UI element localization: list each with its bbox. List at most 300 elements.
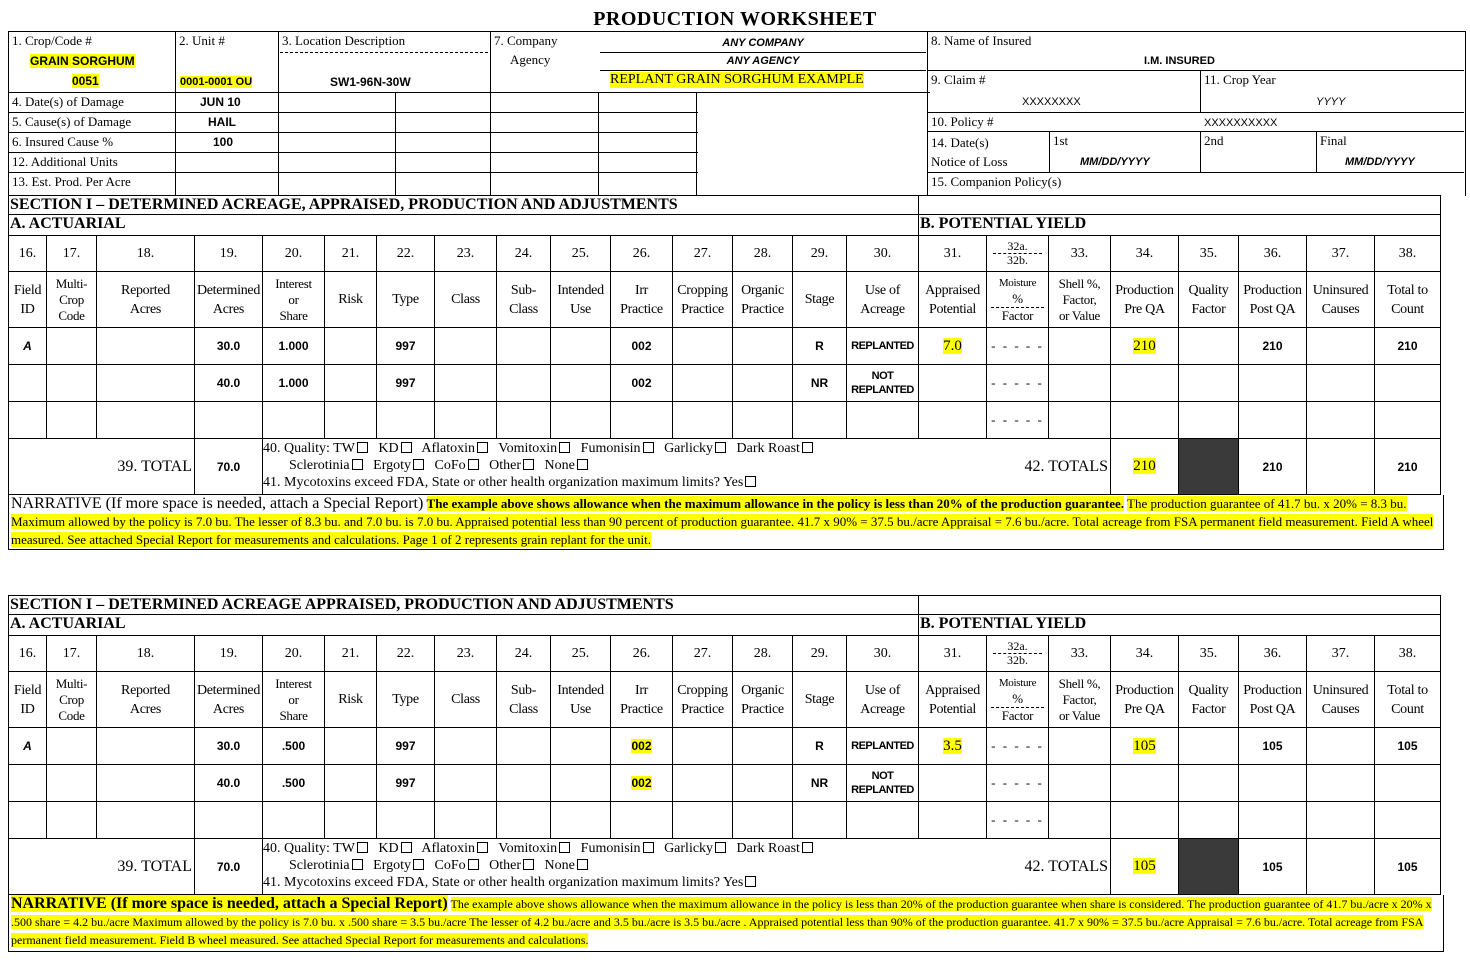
col-32b: 32b. bbox=[993, 253, 1042, 267]
col-heading-line: Determined bbox=[196, 282, 261, 298]
checkbox[interactable] bbox=[413, 859, 424, 870]
quality-option: CoFo bbox=[434, 858, 466, 873]
table-cell bbox=[987, 765, 1049, 802]
checkbox[interactable] bbox=[577, 859, 588, 870]
totals-count: 105 bbox=[1397, 859, 1418, 874]
table-cell bbox=[793, 728, 847, 765]
col-heading-line: Interest bbox=[275, 275, 312, 291]
type-code: 997 bbox=[395, 739, 416, 753]
col-number: 33. bbox=[1049, 236, 1111, 272]
checkbox[interactable] bbox=[468, 859, 479, 870]
checkbox[interactable] bbox=[643, 442, 654, 453]
table-cell bbox=[987, 402, 1049, 439]
total-label-cell bbox=[9, 439, 195, 495]
col-heading-line: Intended bbox=[557, 282, 604, 298]
col-number: 23. bbox=[435, 236, 497, 272]
col-heading bbox=[377, 272, 435, 328]
quality-option: Aflatoxin bbox=[421, 441, 476, 456]
col-number: 16. bbox=[9, 236, 47, 272]
totals-uninsured-cell bbox=[1307, 839, 1375, 895]
col-number: 26. bbox=[611, 236, 673, 272]
col-heading-line: % bbox=[1012, 691, 1023, 706]
checkbox[interactable] bbox=[802, 842, 813, 853]
col-heading-line: Reported bbox=[121, 282, 170, 298]
example-title: REPLANT GRAIN SORGHUM EXAMPLE bbox=[610, 72, 864, 87]
col-heading bbox=[673, 672, 733, 728]
table-cell bbox=[263, 402, 325, 439]
quality-option: Garlicky bbox=[664, 441, 714, 456]
table-cell bbox=[1375, 365, 1441, 402]
col-heading-line: Factor, bbox=[1062, 691, 1097, 707]
col-heading-line: Appraised bbox=[925, 282, 980, 298]
col-number: 29. bbox=[793, 636, 847, 672]
quality-label: 40. Quality: bbox=[263, 841, 330, 856]
type-code: 997 bbox=[395, 339, 416, 353]
col-number: 30. bbox=[847, 636, 919, 672]
table-cell bbox=[263, 765, 325, 802]
first-value: MM/DD/YYYY bbox=[1080, 156, 1150, 168]
table-cell bbox=[793, 365, 847, 402]
quality-option: Ergoty bbox=[373, 458, 412, 473]
col-number: 22. bbox=[377, 636, 435, 672]
col-number: 29. bbox=[793, 236, 847, 272]
moisture-dashes: - - - - - bbox=[991, 375, 1044, 390]
col-number: 35. bbox=[1179, 236, 1239, 272]
type-code: 997 bbox=[395, 376, 416, 390]
col-heading-line: Causes bbox=[1321, 301, 1360, 317]
table-cell bbox=[847, 365, 919, 402]
checkbox[interactable] bbox=[401, 842, 412, 853]
determined-acres: 30.0 bbox=[216, 739, 241, 753]
checkbox[interactable] bbox=[715, 442, 726, 453]
table-cell bbox=[1049, 365, 1111, 402]
col-number: 18. bbox=[97, 236, 195, 272]
table-cell bbox=[377, 728, 435, 765]
col-heading-line: Quality bbox=[1188, 682, 1229, 698]
table-cell bbox=[497, 328, 551, 365]
col-heading-line: Irr bbox=[634, 282, 649, 298]
col-heading bbox=[611, 672, 673, 728]
crop-label: 1. Crop/Code # bbox=[12, 33, 92, 48]
table-cell bbox=[733, 402, 793, 439]
col-heading bbox=[435, 672, 497, 728]
total-label: 39. TOTAL bbox=[117, 457, 192, 475]
crop-year-label: 11. Crop Year bbox=[1204, 72, 1276, 87]
table-cell bbox=[551, 365, 611, 402]
col-heading-line: Irr bbox=[634, 682, 649, 698]
col-heading-line: Reported bbox=[121, 682, 170, 698]
table-cell bbox=[9, 328, 47, 365]
insured-cause-label: 6. Insured Cause % bbox=[12, 134, 114, 149]
section-title: SECTION I – DETERMINED ACREAGE, APPRAISED, PRODUCTION AND ADJUSTMENTS bbox=[10, 196, 678, 213]
col-heading bbox=[611, 272, 673, 328]
table-cell bbox=[1239, 728, 1307, 765]
checkbox[interactable] bbox=[352, 459, 363, 470]
col-heading-line: Production bbox=[1243, 682, 1302, 698]
table-cell bbox=[325, 765, 377, 802]
col-heading-line: Class bbox=[509, 701, 538, 717]
total-label-cell bbox=[9, 839, 195, 895]
totals-post-cell bbox=[1239, 839, 1307, 895]
col-heading-line: Shell %, bbox=[1058, 275, 1101, 291]
col-32a: 32a. bbox=[1007, 639, 1028, 653]
location-label: 3. Location Description bbox=[282, 33, 406, 48]
interest-share: 1.000 bbox=[278, 376, 309, 390]
col-heading bbox=[551, 272, 611, 328]
col-heading-line: Type bbox=[392, 692, 419, 707]
irr-practice: 002 bbox=[631, 339, 652, 353]
checkbox[interactable] bbox=[413, 459, 424, 470]
table-cell bbox=[1307, 402, 1375, 439]
table-cell bbox=[1307, 765, 1375, 802]
type-code: 997 bbox=[395, 776, 416, 790]
stage: NR bbox=[810, 376, 829, 390]
col-heading bbox=[673, 272, 733, 328]
table-cell bbox=[847, 728, 919, 765]
quality-option: Vomitoxin bbox=[498, 841, 558, 856]
table-cell bbox=[97, 402, 195, 439]
col-heading bbox=[793, 672, 847, 728]
determined-acres: 30.0 bbox=[216, 339, 241, 353]
col-heading-line: Class bbox=[509, 301, 538, 317]
table-cell bbox=[611, 728, 673, 765]
table-cell bbox=[847, 328, 919, 365]
col-heading-line: Factor, bbox=[1062, 291, 1097, 307]
quality-option: Dark Roast bbox=[736, 841, 800, 856]
interest-share: .500 bbox=[281, 776, 306, 790]
total-to-count: 105 bbox=[1397, 739, 1418, 753]
col-heading bbox=[551, 672, 611, 728]
col-heading bbox=[1239, 672, 1307, 728]
table-cell bbox=[919, 365, 987, 402]
policy-value: XXXXXXXXXX bbox=[1204, 117, 1278, 129]
claim-value: XXXXXXXX bbox=[1022, 96, 1081, 108]
checkbox[interactable] bbox=[802, 442, 813, 453]
checkbox[interactable] bbox=[523, 459, 534, 470]
col-heading-line: Factor bbox=[991, 707, 1044, 724]
col-number: 31. bbox=[919, 236, 987, 272]
table-cell bbox=[195, 402, 263, 439]
moisture-dashes: - - - - - bbox=[991, 738, 1044, 753]
col-heading bbox=[497, 672, 551, 728]
col-heading-line: Cropping bbox=[677, 682, 728, 698]
table-cell bbox=[435, 728, 497, 765]
table-cell bbox=[919, 728, 987, 765]
col-heading bbox=[195, 272, 263, 328]
table-row bbox=[9, 728, 1441, 765]
col-heading-line: Field bbox=[13, 282, 42, 298]
col-heading-line: Crop bbox=[59, 691, 84, 707]
totals-pre-cell bbox=[1111, 439, 1179, 495]
col-number: 35. bbox=[1179, 636, 1239, 672]
production-pre-qa: 105 bbox=[1133, 737, 1156, 754]
col-number: 38. bbox=[1375, 236, 1441, 272]
table-cell bbox=[1239, 328, 1307, 365]
col-heading-line: % bbox=[1012, 291, 1023, 306]
totals-post-cell bbox=[1239, 439, 1307, 495]
table-cell bbox=[673, 402, 733, 439]
col-heading bbox=[497, 272, 551, 328]
col-number: 27. bbox=[673, 636, 733, 672]
quality-option: Fumonisin bbox=[580, 841, 641, 856]
col-number: 25. bbox=[551, 236, 611, 272]
table-cell bbox=[263, 365, 325, 402]
col-heading bbox=[263, 672, 325, 728]
col-heading bbox=[919, 672, 987, 728]
table-cell bbox=[1179, 728, 1239, 765]
col-number bbox=[987, 236, 1049, 272]
totals-label-cell bbox=[919, 839, 1111, 895]
col-heading-line: Practice bbox=[681, 301, 724, 317]
table-cell bbox=[793, 402, 847, 439]
table-cell bbox=[919, 802, 987, 839]
interest-share: 1.000 bbox=[278, 339, 309, 353]
table-cell bbox=[1179, 328, 1239, 365]
checkbox[interactable] bbox=[468, 459, 479, 470]
table-cell bbox=[551, 802, 611, 839]
table-cell bbox=[497, 365, 551, 402]
quality-option: Dark Roast bbox=[736, 441, 800, 456]
potential-yield-label: B. POTENTIAL YIELD bbox=[920, 215, 1087, 232]
table-cell bbox=[611, 328, 673, 365]
col-number: 38. bbox=[1375, 636, 1441, 672]
checkbox[interactable] bbox=[477, 442, 488, 453]
col-heading-line: Production bbox=[1243, 282, 1302, 298]
checkbox[interactable] bbox=[352, 859, 363, 870]
insured-value: I.M. INSURED bbox=[1144, 55, 1215, 67]
table-cell bbox=[1111, 765, 1179, 802]
table-cell bbox=[1239, 365, 1307, 402]
checkbox[interactable] bbox=[401, 442, 412, 453]
quality-option: None bbox=[544, 458, 575, 473]
table-cell bbox=[1179, 802, 1239, 839]
col-heading-line: Use of bbox=[864, 282, 901, 298]
col-heading-line: Appraised bbox=[925, 682, 980, 698]
col-heading-line: Field bbox=[13, 682, 42, 698]
col-heading-line: Organic bbox=[741, 682, 784, 698]
col-number: 26. bbox=[611, 636, 673, 672]
quality-option: CoFo bbox=[434, 458, 466, 473]
col-number: 28. bbox=[733, 636, 793, 672]
table-cell bbox=[435, 365, 497, 402]
table-cell bbox=[733, 728, 793, 765]
company-label: 7. Company bbox=[494, 33, 558, 48]
table-cell bbox=[673, 802, 733, 839]
totals-pre-cell bbox=[1111, 839, 1179, 895]
col-heading-line: or Value bbox=[1058, 307, 1101, 323]
quality-option: KD bbox=[378, 441, 399, 456]
table-cell bbox=[97, 802, 195, 839]
use-of-acreage: NOT bbox=[871, 370, 894, 382]
mycotoxin-question: 41. Mycotoxins exceed FDA, State or other health organization maximum limits? Yes bbox=[263, 475, 744, 490]
irr-practice: 002 bbox=[631, 376, 652, 390]
location-value: SW1-96N-30W bbox=[330, 75, 411, 89]
narrative-text: The production guarantee of 41.7 bu. x 20% = 8.3 bu. Maximum allowed by the policy is 7.0 bu. The lesser of 8.3 bu. and 7.0 bu. is 7.0 bu. Appraised potential less than 90 percent of production guarantee. 41.7 x 90% = 37.5 bu./acre Appraisal = 7.6 bu./acre. Total acreage from FSA permanent field measurement. Field A wheel measured. See attached Special Report for measurements and calculations. Page 1 of 2 represents grain replant for the unit. bbox=[11, 496, 1434, 547]
col-number: 27. bbox=[673, 236, 733, 272]
first-label: 1st bbox=[1053, 133, 1069, 148]
table-cell bbox=[1111, 728, 1179, 765]
checkbox[interactable] bbox=[559, 442, 570, 453]
col-heading-line: Total to bbox=[1387, 682, 1428, 698]
totals-count: 210 bbox=[1397, 459, 1418, 474]
table-cell bbox=[195, 728, 263, 765]
col-32a: 32a. bbox=[1007, 239, 1028, 253]
quality-option: Aflatoxin bbox=[421, 841, 476, 856]
col-heading-line: Causes bbox=[1321, 701, 1360, 717]
mycotoxin-question: 41. Mycotoxins exceed FDA, State or other health organization maximum limits? Yes bbox=[263, 875, 744, 890]
stage: R bbox=[815, 339, 824, 353]
col-heading bbox=[325, 272, 377, 328]
col-heading bbox=[987, 672, 1049, 728]
totals-post-qa: 210 bbox=[1262, 459, 1283, 474]
col-number: 20. bbox=[263, 236, 325, 272]
checkbox[interactable] bbox=[745, 876, 756, 887]
col-heading bbox=[47, 272, 97, 328]
table-cell bbox=[1049, 802, 1111, 839]
checkbox[interactable] bbox=[477, 842, 488, 853]
col-heading bbox=[377, 672, 435, 728]
table-cell bbox=[497, 765, 551, 802]
table-row bbox=[9, 765, 1441, 802]
section-table bbox=[8, 235, 1441, 495]
table-cell bbox=[9, 802, 47, 839]
quality-option: Vomitoxin bbox=[498, 441, 558, 456]
table-cell bbox=[195, 765, 263, 802]
col-heading-line: Quality bbox=[1188, 282, 1229, 298]
use-of-acreage: REPLANTED bbox=[851, 740, 914, 752]
table-cell bbox=[1111, 802, 1179, 839]
table-cell bbox=[1179, 765, 1239, 802]
col-heading-line: Multi- bbox=[55, 275, 88, 291]
table-cell bbox=[847, 802, 919, 839]
col-heading bbox=[263, 272, 325, 328]
unit-value: 0001-0001 OU bbox=[180, 76, 253, 88]
table-cell bbox=[733, 802, 793, 839]
checkbox[interactable] bbox=[643, 842, 654, 853]
col-number: 36. bbox=[1239, 636, 1307, 672]
col-number: 17. bbox=[47, 236, 97, 272]
col-heading bbox=[847, 672, 919, 728]
col-heading-line: Total to bbox=[1387, 282, 1428, 298]
table-cell bbox=[377, 765, 435, 802]
col-heading-line: or bbox=[288, 291, 299, 307]
table-cell bbox=[47, 728, 97, 765]
col-number: 28. bbox=[733, 236, 793, 272]
col-heading-line: Acreage bbox=[860, 701, 905, 717]
interest-share: .500 bbox=[281, 739, 306, 753]
irr-practice: 002 bbox=[631, 776, 652, 790]
total-acres-cell bbox=[195, 439, 263, 495]
checkbox[interactable] bbox=[523, 859, 534, 870]
col-heading-line: Acres bbox=[212, 301, 245, 317]
policy-label: 10. Policy # bbox=[931, 114, 994, 129]
col-heading-line: ID bbox=[20, 301, 35, 317]
checkbox[interactable] bbox=[559, 842, 570, 853]
col-number: 37. bbox=[1307, 636, 1375, 672]
table-cell bbox=[1049, 765, 1111, 802]
col-heading bbox=[1049, 272, 1111, 328]
col-heading bbox=[97, 672, 195, 728]
checkbox[interactable] bbox=[577, 459, 588, 470]
col-heading bbox=[1111, 272, 1179, 328]
col-heading-line: Pre QA bbox=[1124, 301, 1165, 317]
table-cell bbox=[1179, 402, 1239, 439]
col-number: 25. bbox=[551, 636, 611, 672]
narrative-bold: The example above shows allowance when the maximum allowance in the policy is less than 20% of the production guarantee. bbox=[426, 496, 1124, 511]
est-prod-label: 13. Est. Prod. Per Acre bbox=[12, 174, 131, 189]
totals-count-cell bbox=[1375, 839, 1441, 895]
quality-option: Sclerotinia bbox=[289, 458, 350, 473]
table-cell bbox=[325, 365, 377, 402]
col-number: 16. bbox=[9, 636, 47, 672]
quality-option: TW bbox=[333, 841, 355, 856]
table-cell bbox=[673, 328, 733, 365]
col-heading-line: Moisture bbox=[998, 677, 1037, 689]
table-cell bbox=[1049, 728, 1111, 765]
table-cell bbox=[435, 402, 497, 439]
quality-option: Other bbox=[489, 458, 522, 473]
table-cell bbox=[673, 365, 733, 402]
final-value: MM/DD/YYYY bbox=[1345, 156, 1415, 168]
additional-units-label: 12. Additional Units bbox=[12, 154, 118, 169]
use-of-acreage: NOT bbox=[871, 770, 894, 782]
section-title: SECTION I – DETERMINED ACREAGE APPRAISED, PRODUCTION AND ADJUSTMENTS bbox=[10, 596, 674, 613]
table-cell bbox=[1239, 402, 1307, 439]
quality-option: Sclerotinia bbox=[289, 858, 350, 873]
col-heading-line: Sub- bbox=[510, 282, 537, 298]
table-cell bbox=[435, 328, 497, 365]
col-number: 22. bbox=[377, 236, 435, 272]
checkbox[interactable] bbox=[715, 842, 726, 853]
field-id: A bbox=[23, 339, 32, 353]
col-heading-line: Moisture bbox=[998, 277, 1037, 289]
col-number: 17. bbox=[47, 636, 97, 672]
col-number: 30. bbox=[847, 236, 919, 272]
col-heading bbox=[847, 272, 919, 328]
total-acres-cell bbox=[195, 839, 263, 895]
quality-label: 40. Quality: bbox=[263, 441, 330, 456]
actuarial-label: A. ACTUARIAL bbox=[10, 215, 126, 232]
col-number: 21. bbox=[325, 636, 377, 672]
table-cell bbox=[611, 802, 673, 839]
determined-acres: 40.0 bbox=[216, 776, 241, 790]
col-heading bbox=[1307, 672, 1375, 728]
table-cell bbox=[195, 802, 263, 839]
col-heading-line: Practice bbox=[741, 701, 784, 717]
col-heading bbox=[9, 272, 47, 328]
second-label: 2nd bbox=[1204, 133, 1224, 148]
checkbox[interactable] bbox=[357, 842, 368, 853]
table-cell bbox=[9, 765, 47, 802]
checkbox[interactable] bbox=[745, 476, 756, 487]
quality-cell bbox=[263, 839, 919, 895]
totals-pre-qa: 210 bbox=[1133, 458, 1156, 474]
irr-practice: 002 bbox=[631, 739, 652, 753]
total-acres: 70.0 bbox=[216, 859, 241, 874]
col-number: 19. bbox=[195, 636, 263, 672]
col-heading-line: Share bbox=[279, 707, 308, 723]
table-cell bbox=[1307, 365, 1375, 402]
totals-count-cell bbox=[1375, 439, 1441, 495]
col-heading-line: Code bbox=[58, 307, 85, 323]
checkbox[interactable] bbox=[357, 442, 368, 453]
unit-label: 2. Unit # bbox=[179, 33, 225, 48]
quality-option: Fumonisin bbox=[580, 441, 641, 456]
col-heading-line: Factor bbox=[991, 307, 1044, 324]
table-cell bbox=[263, 802, 325, 839]
col-heading-line: Use of bbox=[864, 682, 901, 698]
col-heading bbox=[1179, 672, 1239, 728]
